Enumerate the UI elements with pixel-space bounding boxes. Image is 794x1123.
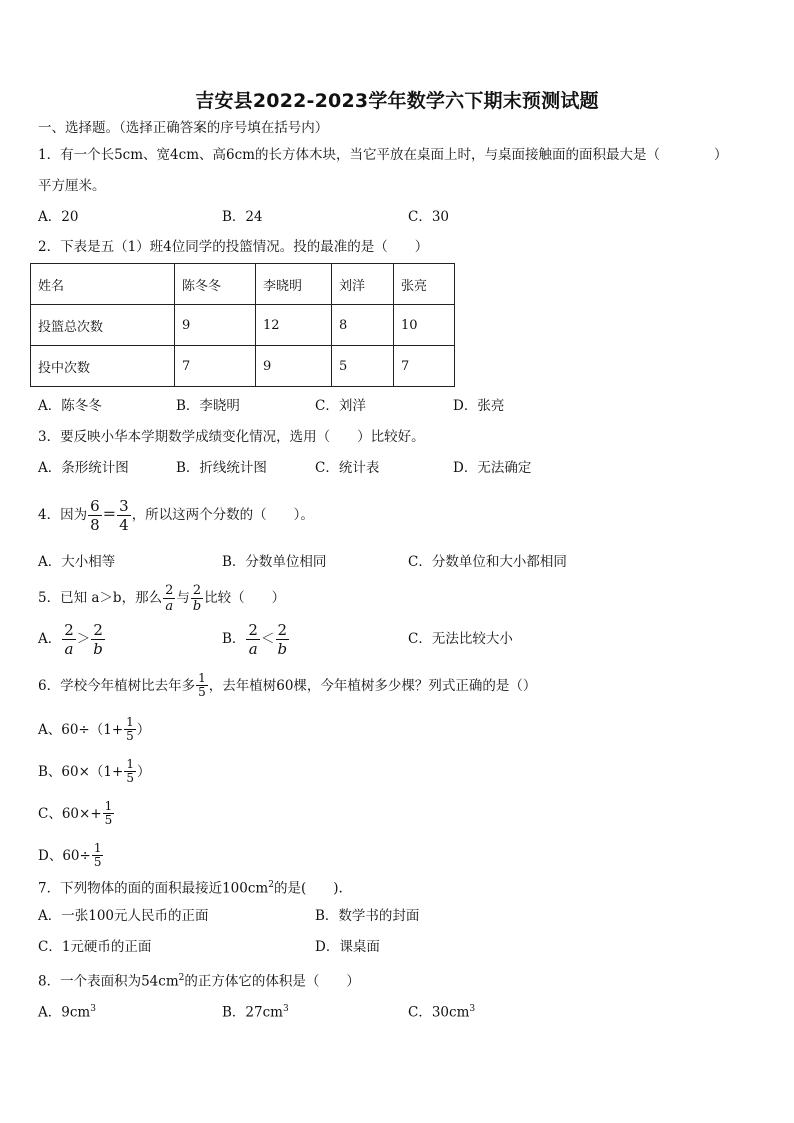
question-6-option-c — [38, 796, 115, 832]
option-text: B．27cm — [222, 1004, 283, 1021]
denominator: 4 — [119, 516, 129, 534]
table-cell: 投篮总次数 — [31, 305, 175, 346]
superscript: 3 — [90, 1004, 96, 1014]
option-text: A．9cm — [38, 1004, 91, 1021]
option-text: ） — [136, 764, 151, 780]
table-cell: 9 — [175, 305, 256, 346]
denominator: a — [248, 640, 258, 658]
less-than-sign: ＜ — [260, 631, 275, 647]
table-header-cell: 姓名 — [31, 264, 175, 305]
question-5-option-b — [222, 620, 290, 658]
question-4-suffix: ，所以这两个分数的（ ）。 — [131, 507, 314, 523]
denominator: b — [277, 640, 288, 658]
fraction-1-5 — [92, 842, 104, 869]
denominator: 8 — [90, 516, 100, 534]
question-5-connector: 与 — [176, 590, 190, 606]
numerator: 6 — [90, 497, 100, 515]
numerator: 1 — [198, 671, 206, 685]
denominator: a — [165, 599, 174, 614]
table-row — [31, 264, 455, 305]
table-cell: 9 — [256, 346, 332, 387]
table-cell: 5 — [332, 346, 394, 387]
score-table — [30, 263, 455, 387]
section-heading: 一、选择题。（选择正确答案的序号填在括号内） — [38, 120, 329, 136]
superscript: 2 — [178, 973, 185, 983]
question-2-option-c: C．刘洋 — [315, 398, 366, 414]
question-4-option-b: B．分数单位相同 — [222, 554, 327, 570]
question-3-option-c: C．统计表 — [315, 460, 380, 476]
superscript: 2 — [268, 880, 274, 890]
question-6-text — [38, 668, 536, 704]
question-7-option-c: C．1元硬币的正面 — [38, 939, 152, 955]
numerator: 2 — [93, 621, 103, 639]
question-4-text — [38, 496, 314, 534]
question-6-option-d — [38, 838, 104, 874]
numerator: 1 — [126, 715, 134, 729]
table-cell: 7 — [175, 346, 256, 387]
question-2-option-d: D．张亮 — [453, 398, 505, 414]
question-8-suffix: 的正方体它的体积是（ ） — [184, 973, 360, 990]
numerator: 2 — [248, 621, 258, 639]
question-8-text — [38, 968, 360, 992]
question-5-option-a — [38, 620, 106, 658]
question-4-prefix: 4．因为 — [38, 507, 88, 523]
table-cell: 7 — [394, 346, 455, 387]
question-3-option-a: A．条形统计图 — [38, 460, 129, 476]
table-cell: 投中次数 — [31, 346, 175, 387]
question-7-option-d: D．课桌面 — [315, 939, 380, 955]
question-7-prefix: 7．下列物体的面的面积最接近100cm — [38, 880, 269, 897]
fraction-2-b — [91, 621, 105, 658]
table-header-cell: 李晓明 — [256, 264, 332, 305]
fraction-1-5 — [124, 758, 136, 785]
question-1-option-a: A．20 — [38, 209, 79, 225]
option-label: B． — [222, 631, 246, 647]
numerator: 1 — [104, 799, 113, 813]
table-row — [31, 346, 455, 387]
question-6-option-a — [38, 712, 150, 748]
option-text: C、60×+ — [38, 806, 102, 822]
denominator: b — [93, 640, 103, 658]
question-2-option-b: B．李晓明 — [176, 398, 240, 414]
denominator: a — [64, 640, 74, 658]
question-3-option-d: D．无法确定 — [453, 460, 532, 476]
option-text: D、60÷ — [38, 848, 91, 864]
numerator: 2 — [192, 583, 202, 598]
numerator: 2 — [64, 621, 74, 639]
numerator: 3 — [119, 497, 129, 515]
superscript: 3 — [282, 1004, 289, 1014]
question-5-suffix: 比较（ ） — [204, 590, 286, 606]
fraction-1-5 — [103, 800, 115, 827]
table-cell: 12 — [256, 305, 332, 346]
denominator: 5 — [126, 771, 134, 785]
question-8-prefix: 8．一个表面积为54cm — [38, 973, 179, 990]
question-1-option-b: B．24 — [222, 209, 263, 225]
question-4-option-a: A．大小相等 — [38, 554, 116, 570]
question-2-option-a: A．陈冬冬 — [38, 398, 102, 414]
table-header-cell: 刘洋 — [332, 264, 394, 305]
fraction-2-b — [275, 621, 289, 658]
table-cell: 8 — [332, 305, 394, 346]
question-8-option-c — [408, 999, 475, 1023]
option-text: C．30cm — [408, 1004, 470, 1021]
question-7-option-a: A．一张100元人民币的正面 — [38, 908, 209, 924]
numerator: 1 — [126, 757, 134, 771]
greater-than-sign: ＞ — [76, 631, 91, 647]
fraction-6-8 — [88, 497, 102, 534]
equals-sign: ＝ — [102, 507, 117, 523]
question-6-suffix: ，去年植树60棵，今年植树多少棵？列式正确的是（） — [208, 678, 537, 694]
question-7-option-b: B．数学书的封面 — [315, 908, 420, 924]
question-3-text: 3．要反映小华本学期数学成绩变化情况，选用（ ）比较好。 — [38, 429, 425, 445]
question-3-option-b: B．折线统计图 — [176, 460, 267, 476]
option-text: B、60×（1+ — [38, 764, 124, 780]
denominator: 5 — [198, 685, 206, 699]
question-7-suffix: 的是( ). — [273, 880, 343, 897]
denominator: 5 — [93, 855, 102, 869]
page-title: 吉安县2022-2023学年数学六下期末预测试题 — [195, 90, 599, 112]
option-label: A． — [38, 631, 62, 647]
question-5-option-c: C．无法比较大小 — [408, 631, 513, 647]
numerator: 2 — [165, 583, 174, 598]
numerator: 2 — [277, 621, 288, 639]
denominator: b — [192, 599, 202, 614]
denominator: 5 — [126, 729, 134, 743]
denominator: 5 — [104, 813, 113, 827]
question-8-option-a — [38, 999, 96, 1023]
option-text: ） — [136, 722, 151, 738]
fraction-2-a — [62, 621, 76, 658]
fraction-2-a — [246, 621, 260, 658]
question-1-text-cont: 平方厘米。 — [38, 178, 106, 194]
fraction-3-4 — [117, 497, 131, 534]
numerator: 1 — [93, 841, 102, 855]
question-4-option-c: C．分数单位和大小都相同 — [408, 554, 567, 570]
fraction-2-b — [191, 583, 203, 614]
table-header-cell: 张亮 — [394, 264, 455, 305]
option-text: A、60÷（1+ — [38, 722, 124, 738]
question-1-option-c: C．30 — [408, 209, 450, 225]
question-6-option-b — [38, 754, 150, 790]
question-6-prefix: 6．学校今年植树比去年多 — [38, 678, 196, 694]
fraction-1-5 — [124, 716, 136, 743]
question-2-text: 2．下表是五（1）班4位同学的投篮情况。投的最准的是（ ） — [38, 239, 429, 255]
question-1-text: 1．有一个长5cm、宽4cm、高6cm的长方体木块，当它平放在桌面上时，与桌面接触面的面积最大是（ ） — [38, 147, 728, 163]
superscript: 3 — [469, 1004, 476, 1014]
question-5-prefix: 5．已知 a＞b，那么 — [38, 590, 163, 606]
table-row — [31, 305, 455, 346]
question-5-text — [38, 580, 285, 616]
table-cell: 10 — [394, 305, 455, 346]
question-7-text — [38, 875, 343, 899]
question-8-option-b — [222, 999, 289, 1023]
fraction-2-a — [163, 583, 175, 614]
table-header-cell: 陈冬冬 — [175, 264, 256, 305]
fraction-1-5 — [196, 672, 208, 699]
